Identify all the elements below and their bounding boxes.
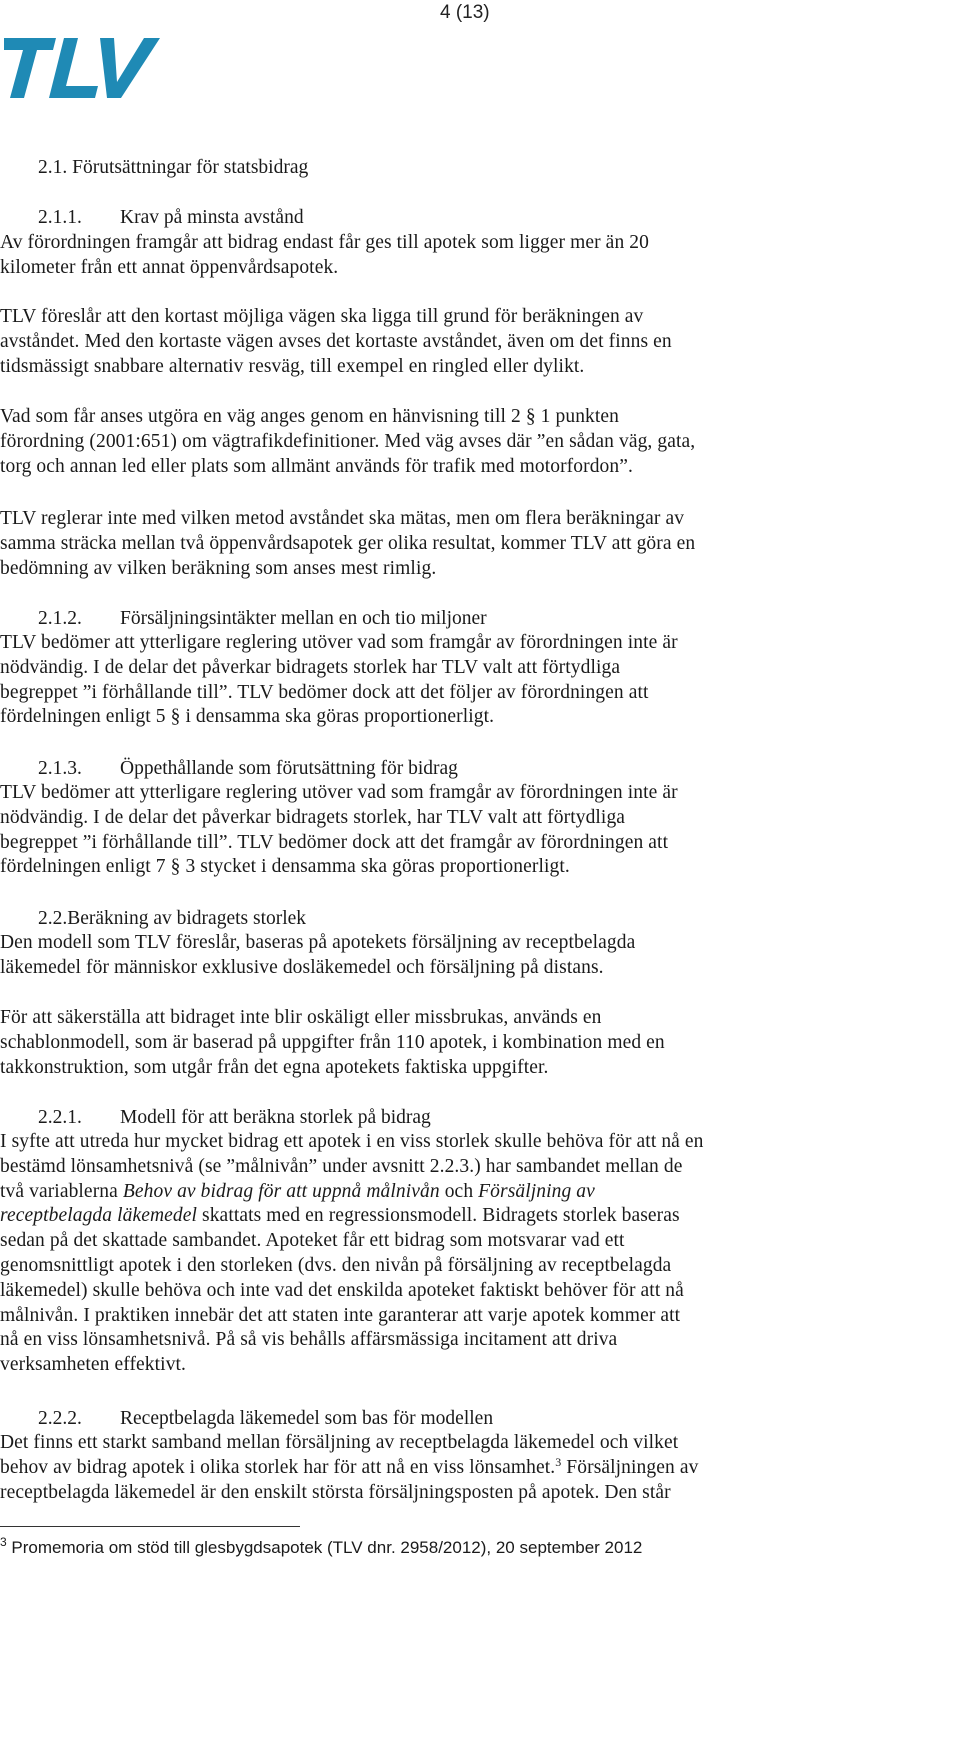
variables-line-2: receptbelagda läkemedel skattats med en regressionsmodell. Bidragets storlek baseras <box>0 1205 680 1227</box>
paragraph-berakna-bidrag: I syfte att utreda hur mycket bidrag ett apotek i en viss storlek skulle behöva för att nå en bestämd lönsamhetsnivå (se ”målnivån” under avsnitt 2.2.3.) har sambandet mellan de två variablerna Behov av bidrag för att uppnå målnivån och Försäljning av receptbelagda läkemedel skattats med en regressionsmodell. Bidragets storlek baseras sedan på det skattade sambandet. Apoteket får ett bidrag som motsvarar vad ett genomsnittligt apotek i den storleken (dvs. den nivån på försäljning av receptbelagda läkemedel) skulle behöva och inte vad det enskilda apoteket faktiskt behöver för att nå målnivån. I praktiken innebär det att staten inte garanterar att varje apotek kommer att nå en viss lönsamhetsnivå. På så vis behålls affärsmässiga incitament att driva verksamheten effektivt. <box>0 1131 704 1376</box>
page-number: 4 (13) <box>440 2 490 23</box>
tlv-logo <box>4 38 164 108</box>
footnote: $^3$ Promemoria om stöd till glesbygdsapotek (TLV dnr. 2958/2012), 20 september 2012 <box>0 1535 643 1557</box>
footnote-divider <box>0 1526 300 1527</box>
section-heading-2-1: 2.1. Förutsättningar för statsbidrag <box>38 157 309 178</box>
paragraph-vag-definition: Vad som får anses utgöra en väg anges genom en hänvisning till 2 § 1 punkten förordning (2001:651) om vägtrafikdefinitioner. Med väg avses där ”en sådan väg, gata, torg och annan led eller plats som allmänt används för trafik med motorfordon”. <box>0 406 696 477</box>
section-heading-2-1-1: 2.1.1. Krav på minsta avstånd <box>38 207 304 228</box>
paragraph-minsta-avstand: Av förordningen framgår att bidrag endast får ges till apotek som ligger mer än 20 kilometer från ett annat öppenvårdsapotek. <box>0 232 649 278</box>
section-heading-2-2: 2.2.Beräkning av bidragets storlek <box>38 908 307 929</box>
section-heading-2-1-3: 2.1.3. Öppethållande som förutsättning för bidrag <box>38 758 458 779</box>
paragraph-metod: TLV reglerar inte med vilken metod avståndet ska mätas, men om flera beräkningar av samma sträcka mellan två öppenvårdsapotek ger olika resultat, kommer TLV att göra en bedömning av vilken beräkning som anses mest rimlig. <box>0 508 696 579</box>
variables-line: två variablerna Behov av bidrag för att uppnå målnivån och Försäljning av <box>0 1180 595 1202</box>
paragraph-oppethallande: TLV bedömer att ytterligare reglering utöver vad som framgår av förordningen inte är nödvändig. I de delar det påverkar bidragets storlek, har TLV valt att förtydliga begreppet ”i förhållande till”. TLV bedömer dock att det framgår av förordningen att fördelningen enligt 7 § 3 stycket i densamma ska göras proportionerligt. <box>0 782 678 878</box>
section-heading-2-2-2: 2.2.2. Receptbelagda läkemedel som bas för modellen <box>38 1408 494 1429</box>
paragraph-receptbelagda: Det finns ett starkt samband mellan försäljning av receptbelagda läkemedel och vilket behov av bidrag apotek i olika storlek har för att nå en viss lönsamhet.$^3$ Försäljningen av receptbelagda läkemedel är den enskilt största försäljningsposten på apotek. Den står <box>0 1432 699 1503</box>
section-heading-2-2-1: 2.2.1. Modell för att beräkna storlek på bidrag <box>38 1107 431 1128</box>
behov-line: behov av bidrag apotek i olika storlek har för att nå en viss lönsamhet.$^3$ Försäljningen av <box>0 1454 699 1478</box>
paragraph-kortast-vag: TLV föreslår att den kortast möjliga vägen ska ligga till grund för beräkningen av avståndet. Med den kortaste vägen avses det kortaste avståndet, även om det finns en tidsmässigt snabbare alternativ resväg, till exempel en ringled eller dylikt. <box>0 306 672 377</box>
paragraph-forsaljningsintakter: TLV bedömer att ytterligare reglering utöver vad som framgår av förordningen inte är nödvändig. I de delar det påverkar bidragets storlek har TLV valt att förtydliga begreppet ”i förhållande till”. TLV bedömer dock att det följer av förordningen att fördelningen enligt 5 § i densamma ska göras proportionerligt. <box>0 632 678 728</box>
paragraph-modell: Den modell som TLV föreslår, baseras på apotekets försäljning av receptbelagda läkemedel för människor exklusive dosläkemedel och försäljning på distans. <box>0 932 636 978</box>
paragraph-schablonmodell: För att säkerställa att bidraget inte blir oskäligt eller missbrukas, används en schablonmodell, som är baserad på uppgifter från 110 apotek, i kombination med en takkonstruktion, som utgår från det egna apotekets faktiska uppgifter. <box>0 1007 665 1078</box>
section-heading-2-1-2: 2.1.2. Försäljningsintäkter mellan en och tio miljoner <box>38 608 487 629</box>
footnote-ref: 3 <box>555 1454 562 1469</box>
